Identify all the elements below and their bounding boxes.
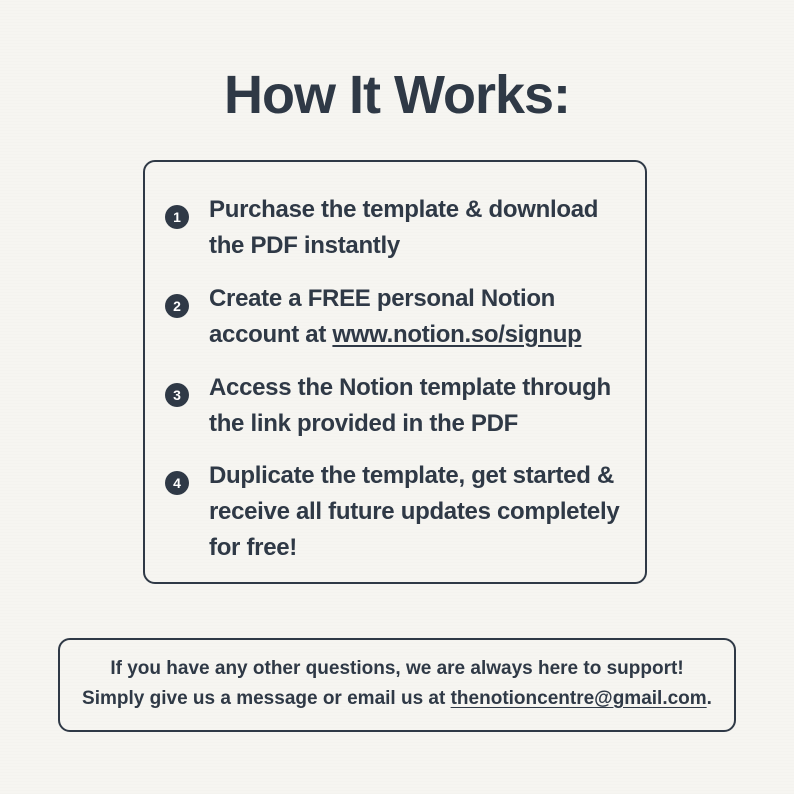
support-line-2 bbox=[60, 684, 734, 714]
step-3 bbox=[165, 370, 635, 442]
step-2 bbox=[165, 281, 635, 353]
step-number-badge: 4 bbox=[165, 471, 189, 495]
step-number-badge: 1 bbox=[165, 205, 189, 229]
step-line: Purchase the template & download bbox=[209, 196, 599, 223]
step-text bbox=[209, 370, 611, 442]
support-line-1: If you have any other questions, we are always here to support! bbox=[110, 658, 684, 679]
step-line: Duplicate the template, get started & bbox=[209, 462, 614, 489]
step-line: the link provided in the PDF bbox=[209, 410, 518, 437]
notion-signup-link[interactable]: www.notion.so/signup bbox=[332, 321, 582, 348]
step-text bbox=[209, 458, 619, 566]
step-line: the PDF instantly bbox=[209, 232, 400, 259]
step-line: Create a FREE personal Notion bbox=[209, 285, 556, 312]
support-line-suffix: . bbox=[706, 688, 712, 709]
step-line: for free! bbox=[209, 534, 297, 561]
step-line bbox=[209, 317, 582, 353]
step-line: receive all future updates completely bbox=[209, 498, 620, 525]
step-text bbox=[209, 192, 598, 264]
step-1 bbox=[165, 192, 635, 264]
step-number-badge: 2 bbox=[165, 294, 189, 318]
step-line-prefix: account at bbox=[209, 321, 333, 348]
support-panel bbox=[58, 638, 736, 732]
step-text bbox=[209, 281, 582, 353]
support-email-link[interactable]: thenotioncentre@gmail.com bbox=[450, 688, 707, 709]
step-line: Access the Notion template through bbox=[209, 374, 611, 401]
page-title: How It Works: bbox=[223, 65, 570, 125]
step-4 bbox=[165, 458, 635, 566]
steps-panel bbox=[143, 160, 647, 584]
support-line-prefix: Simply give us a message or email us at bbox=[82, 688, 451, 709]
step-number-badge: 3 bbox=[165, 383, 189, 407]
